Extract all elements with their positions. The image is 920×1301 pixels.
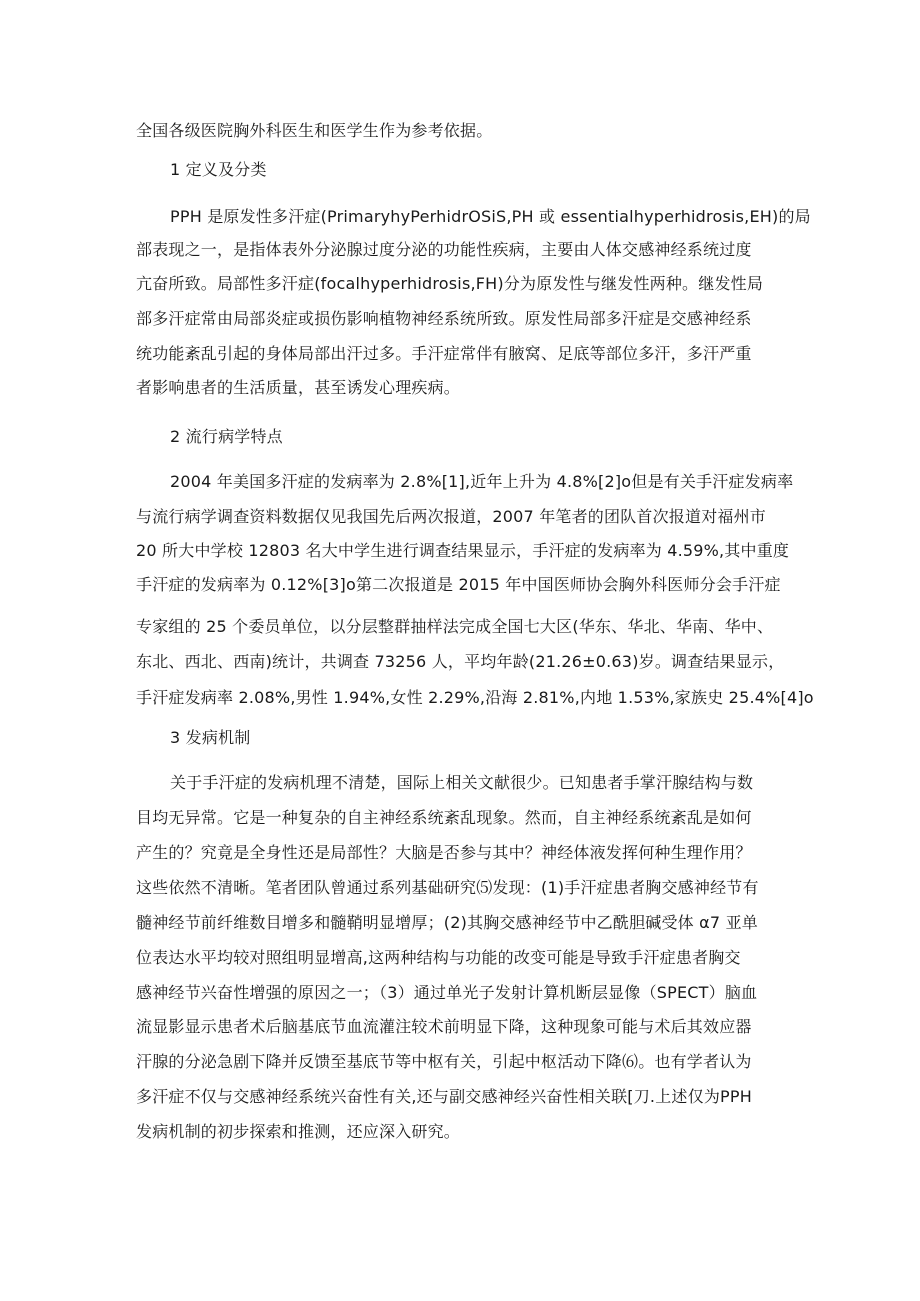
paragraph-line: 与流行病学调查资料数据仅见我国先后两次报道，2007 年笔者的团队首次报道对福州市	[136, 507, 767, 526]
paragraph-line: 者影响患者的生活质量，甚至诱发心理疾病。	[136, 378, 461, 397]
paragraph-line: 目均无异常。它是一种复杂的自主神经系统紊乱现象。然而，自主神经系统紊乱是如何	[136, 808, 752, 827]
paragraph-line: 20 所大中学校 12803 名大中学生进行调查结果显示，手汗症的发病率为 4.59%,其中重度	[136, 541, 790, 560]
paragraph-line: 产生的？究竟是全身性还是局部性？大脑是否参与其中？神经体液发挥何种生理作用？	[136, 843, 752, 862]
paragraph-line: 多汗症不仅与交感神经系统兴奋性有关,还与副交感神经兴奋性相关联[刀.上述仅为PPH	[136, 1087, 752, 1106]
paragraph-line: 东北、西北、西南)统计，共调查 73256 人，平均年龄(21.26±0.63)岁。调查结果显示，	[136, 652, 785, 671]
paragraph-line: 发病机制的初步探索和推测，还应深入研究。	[136, 1122, 461, 1141]
paragraph-line: 流显影显示患者术后脑基底节血流灌注较术前明显下降，这种现象可能与术后其效应器	[136, 1017, 752, 1036]
paragraph-line: 部多汗症常由局部炎症或损伤影响植物神经系统所致。原发性局部多汗症是交感神经系	[136, 309, 752, 328]
paragraph-line: 统功能紊乱引起的身体局部出汗过多。手汗症常伴有腋窝、足底等部位多汗，多汗严重	[136, 344, 752, 363]
paragraph-line: PPH 是原发性多汗症(PrimaryhyPerhidrOSiS,PH 或 essentialhyperhidrosis,EH)的局	[170, 207, 811, 226]
paragraph-line: 关于手汗症的发病机理不清楚，国际上相关文献很少。已知患者手掌汗腺结构与数	[170, 773, 754, 792]
intro-line: 全国各级医院胸外科医生和医学生作为参考依据。	[136, 121, 493, 140]
paragraph-line: 手汗症发病率 2.08%,男性 1.94%,女性 2.29%,沿海 2.81%,内地 1.53%,家族史 25.4%[4]o	[136, 688, 814, 707]
section-heading-pathogenesis: 3 发病机制	[170, 728, 251, 747]
paragraph-line: 感神经节兴奋性增强的原因之一；（3）通过单光子发射计算机断层显像（SPECT）脑血	[136, 983, 758, 1002]
paragraph-line: 2004 年美国多汗症的发病率为 2.8%[1],近年上升为 4.8%[2]o但是有关手汗症发病率	[170, 472, 794, 491]
paragraph-line: 手汗症的发病率为 0.12%[3]o第二次报道是 2015 年中国医师协会胸外科医师分会手汗症	[136, 575, 781, 594]
paragraph-line: 专家组的 25 个委员单位，以分层整群抽样法完成全国七大区(华东、华北、华南、华中、	[136, 617, 774, 636]
section-heading-definition: 1 定义及分类	[170, 160, 267, 179]
paragraph-line: 位表达水平均较对照组明显增高,这两种结构与功能的改变可能是导致手汗症患者胸交	[136, 948, 741, 967]
paragraph-line: 部表现之一，是指体表外分泌腺过度分泌的功能性疾病，主要由人体交感神经系统过度	[136, 240, 752, 259]
paragraph-line: 髓神经节前纤维数目增多和髓鞘明显增厚；(2)其胸交感神经节中乙酰胆碱受体 α7 亚单	[136, 913, 758, 932]
paragraph-line: 汗腺的分泌急剧下降并反馈至基底节等中枢有关，引起中枢活动下降⑹。也有学者认为	[136, 1052, 752, 1071]
paragraph-line: 这些依然不清晰。笔者团队曾通过系列基础研究⑸发现：(1)手汗症患者胸交感神经节有	[136, 878, 759, 897]
paragraph-line: 亢奋所致。局部性多汗症(focalhyperhidrosis,FH)分为原发性与继发性两种。继发性局	[136, 274, 764, 293]
section-heading-epidemiology: 2 流行病学特点	[170, 427, 283, 446]
